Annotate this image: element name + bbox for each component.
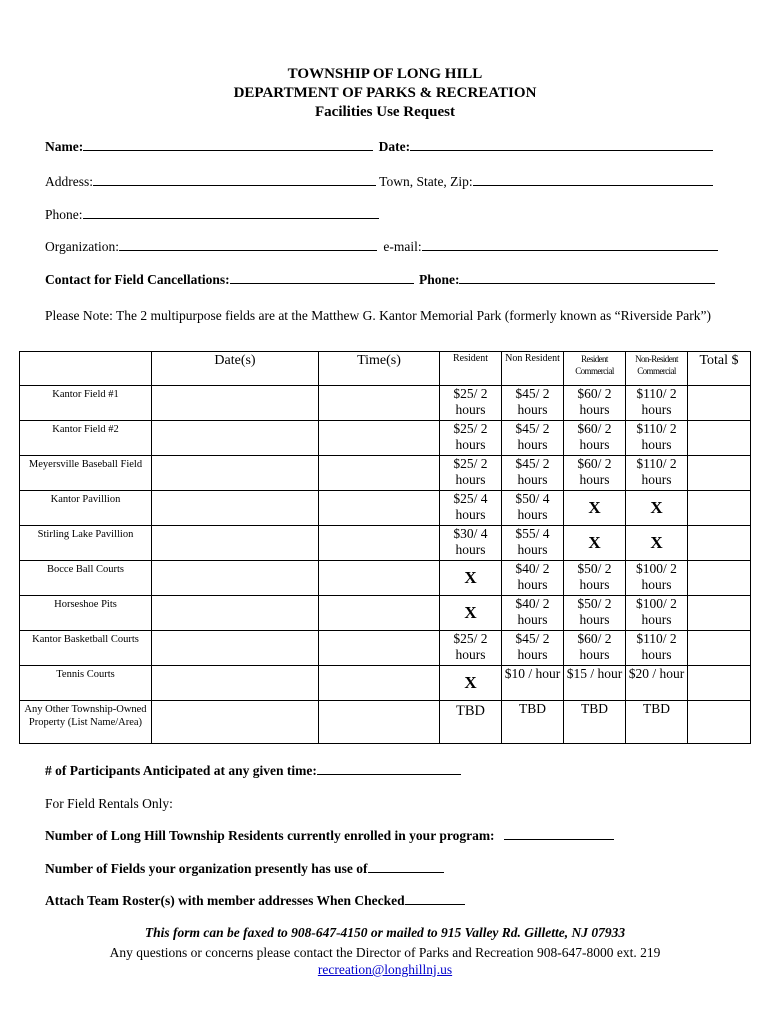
total-cell[interactable]: [688, 596, 751, 631]
resident-commercial-header: Resident Commercial: [564, 352, 626, 386]
non-resident-fee: $40/ 2 hours: [502, 596, 564, 631]
non-resident-fee: $45/ 2 hours: [502, 456, 564, 491]
resident-commercial-fee: X: [564, 526, 626, 561]
fields-used-label: Number of Fields your organization presently has use of: [45, 861, 368, 876]
town-label: Town, State, Zip:: [379, 174, 473, 189]
table-row: [20, 456, 751, 491]
date-cell[interactable]: [152, 491, 319, 526]
contact-field[interactable]: [230, 272, 414, 284]
table-row: [20, 631, 751, 666]
table-row: [20, 701, 751, 744]
nonresident-commercial-fee: $100/ 2 hours: [626, 561, 688, 596]
phone-label: Phone:: [45, 207, 83, 222]
time-cell[interactable]: [319, 666, 440, 701]
non-resident-fee: $45/ 2 hours: [502, 386, 564, 421]
date-cell[interactable]: [152, 666, 319, 701]
address-row: [45, 174, 713, 190]
form-title: Facilities Use Request: [315, 104, 455, 120]
time-cell[interactable]: [319, 421, 440, 456]
address-label: Address:: [45, 174, 93, 189]
non-resident-fee: $50/ 4 hours: [502, 491, 564, 526]
date-field[interactable]: [410, 139, 713, 151]
resident-commercial-fee: $60/ 2 hours: [564, 386, 626, 421]
times-header: Time(s): [319, 352, 440, 386]
resident-commercial-fee: $60/ 2 hours: [564, 421, 626, 456]
table-row: [20, 596, 751, 631]
date-label: Date:: [378, 139, 411, 154]
total-cell[interactable]: [688, 526, 751, 561]
time-cell[interactable]: [319, 561, 440, 596]
facility-header: [20, 352, 152, 386]
table-row: [20, 666, 751, 701]
non-resident-fee: $45/ 2 hours: [502, 421, 564, 456]
total-cell[interactable]: [688, 631, 751, 666]
resident-commercial-fee: X: [564, 491, 626, 526]
residents-enrolled-row: [45, 828, 614, 844]
resident-commercial-fee: TBD: [564, 701, 626, 744]
address-field[interactable]: [93, 174, 376, 186]
resident-fee: TBD: [440, 701, 502, 744]
roster-field[interactable]: [405, 893, 465, 905]
email-link-row: [0, 962, 770, 978]
nonresident-commercial-fee: $110/ 2 hours: [626, 421, 688, 456]
contact-row: [45, 272, 715, 288]
total-header: Total $: [688, 352, 751, 386]
time-cell[interactable]: [319, 386, 440, 421]
non-resident-fee: $55/ 4 hours: [502, 526, 564, 561]
resident-fee: X: [440, 596, 502, 631]
nonresident-commercial-fee: X: [626, 491, 688, 526]
date-cell[interactable]: [152, 421, 319, 456]
fields-used-field[interactable]: [368, 861, 444, 873]
resident-commercial-fee: $60/ 2 hours: [564, 631, 626, 666]
total-cell[interactable]: [688, 666, 751, 701]
resident-commercial-fee: $50/ 2 hours: [564, 596, 626, 631]
resident-fee: $25/ 2 hours: [440, 456, 502, 491]
total-cell[interactable]: [688, 561, 751, 596]
resident-fee: $30/ 4 hours: [440, 526, 502, 561]
total-cell[interactable]: [688, 491, 751, 526]
time-cell[interactable]: [319, 596, 440, 631]
name-row: [45, 139, 713, 155]
nonresident-commercial-fee: $110/ 2 hours: [626, 456, 688, 491]
fee-table: [19, 351, 751, 744]
participants-label: # of Participants Anticipated at any given time:: [45, 763, 317, 778]
dates-header: Date(s): [152, 352, 319, 386]
time-cell[interactable]: [319, 631, 440, 666]
phone-field[interactable]: [83, 207, 379, 219]
township-title: TOWNSHIP OF LONG HILL: [287, 66, 483, 82]
total-cell[interactable]: [688, 421, 751, 456]
residents-enrolled-field[interactable]: [504, 828, 614, 840]
resident-commercial-fee: $50/ 2 hours: [564, 561, 626, 596]
participants-field[interactable]: [317, 763, 461, 775]
nonresident-commercial-header: Non-Resident Commercial: [626, 352, 688, 386]
nonresident-commercial-fee: $20 / hour: [626, 666, 688, 701]
resident-fee: $25/ 2 hours: [440, 631, 502, 666]
fax-mail-instructions: This form can be faxed to 908-647-4150 or mailed to 915 Valley Rd. Gillette, NJ 07933: [144, 925, 626, 940]
resident-header: Resident: [440, 352, 502, 386]
name-label: Name:: [45, 139, 84, 154]
date-cell[interactable]: [152, 526, 319, 561]
email-label: e-mail:: [383, 239, 422, 254]
contact-label: Contact for Field Cancellations:: [45, 272, 230, 287]
date-cell[interactable]: [152, 631, 319, 666]
time-cell[interactable]: [319, 491, 440, 526]
resident-fee: X: [440, 666, 502, 701]
time-cell[interactable]: [319, 701, 440, 744]
resident-fee: $25/ 2 hours: [440, 386, 502, 421]
table-header-row: [20, 352, 751, 386]
total-cell[interactable]: [688, 701, 751, 744]
contact-info: Any questions or concerns please contact the Director of Parks and Recreation 908-647-8000 ext. 219: [109, 945, 661, 960]
table-row: [20, 491, 751, 526]
non-resident-fee: $10 / hour: [502, 666, 564, 701]
nonresident-commercial-fee: $110/ 2 hours: [626, 631, 688, 666]
facility-name: Any Other Township-Owned Property (List Name/Area): [20, 701, 152, 744]
facility-name: Horseshoe Pits: [20, 596, 152, 631]
table-row: [20, 526, 751, 561]
email-field[interactable]: [422, 239, 718, 251]
non-resident-fee: $40/ 2 hours: [502, 561, 564, 596]
facility-name: Kantor Field #1: [20, 386, 152, 421]
nonresident-commercial-fee: $100/ 2 hours: [626, 596, 688, 631]
table-row: [20, 561, 751, 596]
resident-fee: $25/ 2 hours: [440, 421, 502, 456]
time-cell[interactable]: [319, 526, 440, 561]
phone-row: [45, 207, 379, 223]
name-field[interactable]: [83, 139, 373, 151]
contact-phone-field[interactable]: [459, 272, 715, 284]
date-cell[interactable]: [152, 701, 319, 744]
facility-name: Kantor Field #2: [20, 421, 152, 456]
table-row: [20, 421, 751, 456]
non-resident-header: Non Resident: [502, 352, 564, 386]
non-resident-fee: TBD: [502, 701, 564, 744]
resident-commercial-fee: $60/ 2 hours: [564, 456, 626, 491]
participants-row: [45, 763, 461, 779]
fields-used-row: [45, 861, 444, 877]
total-cell[interactable]: [688, 456, 751, 491]
residents-enrolled-label: Number of Long Hill Township Residents currently enrolled in your program:: [45, 828, 495, 843]
field-rentals-label: For Field Rentals Only:: [45, 796, 173, 811]
town-field[interactable]: [473, 174, 713, 186]
nonresident-commercial-fee: $110/ 2 hours: [626, 386, 688, 421]
time-cell[interactable]: [319, 456, 440, 491]
total-cell[interactable]: [688, 386, 751, 421]
facility-name: Bocce Ball Courts: [20, 561, 152, 596]
facility-name: Tennis Courts: [20, 666, 152, 701]
facility-name: Stirling Lake Pavillion: [20, 526, 152, 561]
field-location-note: Please Note: The 2 multipurpose fields are at the Matthew G. Kantor Memorial Park (formerly known as “Riverside Park”): [45, 308, 711, 323]
resident-fee: X: [440, 561, 502, 596]
organization-row: [45, 239, 718, 255]
date-cell[interactable]: [152, 386, 319, 421]
nonresident-commercial-fee: TBD: [626, 701, 688, 744]
facility-name: Meyersville Baseball Field: [20, 456, 152, 491]
facility-name: Kantor Pavillion: [20, 491, 152, 526]
non-resident-fee: $45/ 2 hours: [502, 631, 564, 666]
date-cell[interactable]: [152, 456, 319, 491]
nonresident-commercial-fee: X: [626, 526, 688, 561]
resident-fee: $25/ 4 hours: [440, 491, 502, 526]
roster-row: [45, 893, 465, 909]
contact-phone-label: Phone:: [418, 272, 460, 287]
email-link[interactable]: recreation@longhillnj.us: [317, 962, 453, 977]
organization-label: Organization:: [45, 239, 119, 254]
department-title: DEPARTMENT OF PARKS & RECREATION: [233, 85, 537, 101]
date-cell[interactable]: [152, 596, 319, 631]
organization-field[interactable]: [119, 239, 377, 251]
roster-label: Attach Team Roster(s) with member addresses When Checked: [45, 893, 405, 908]
resident-commercial-fee: $15 / hour: [564, 666, 626, 701]
date-cell[interactable]: [152, 561, 319, 596]
table-row: [20, 386, 751, 421]
facility-name: Kantor Basketball Courts: [20, 631, 152, 666]
